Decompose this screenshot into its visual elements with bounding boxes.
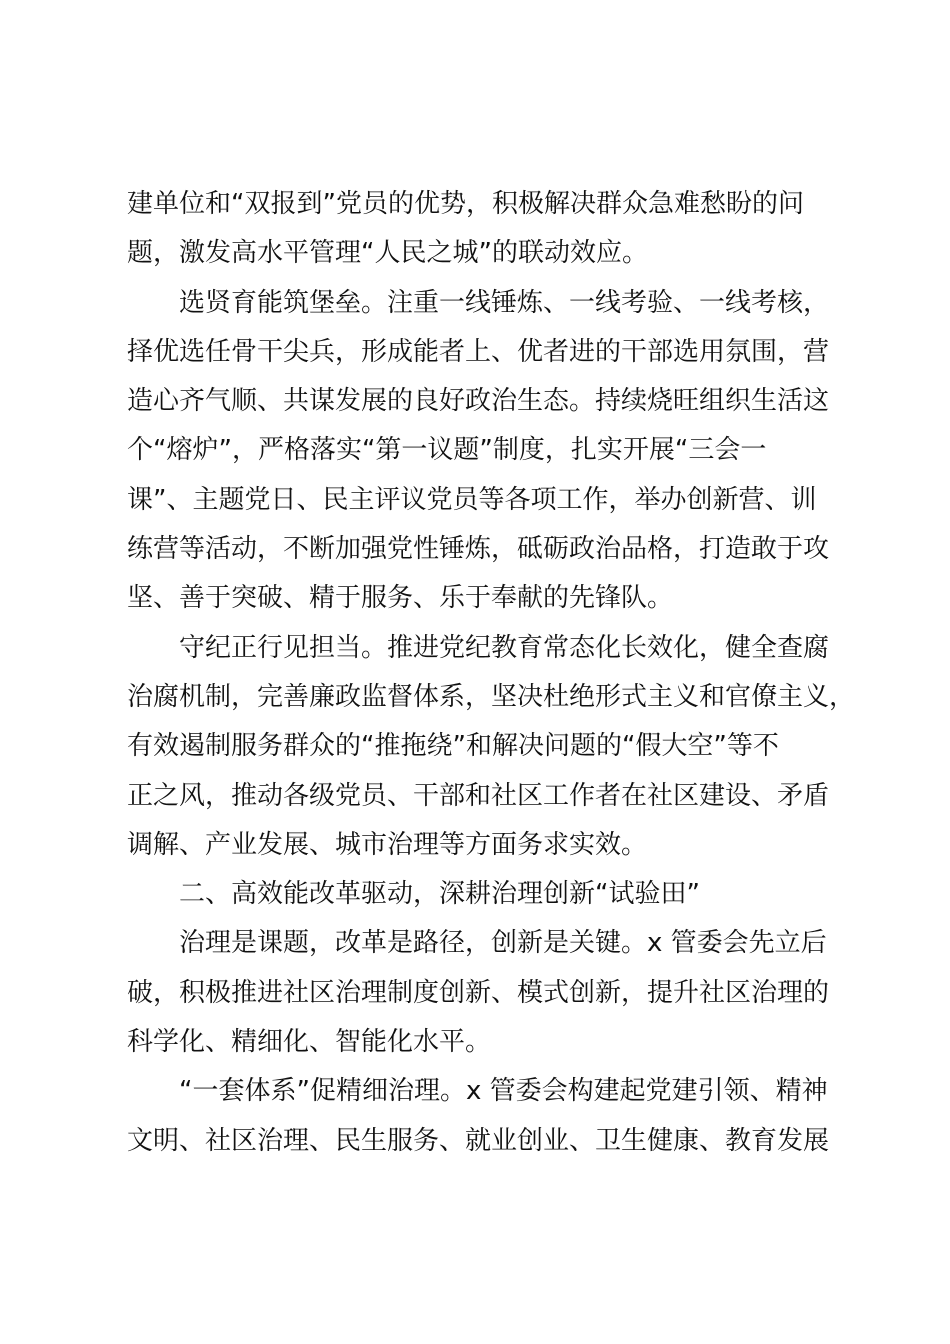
text-line: 课”、主题党日、民主评议党员等各项工作，举办创新营、训 <box>127 484 817 515</box>
text-line: 文明、社区治理、民生服务、就业创业、卫生健康、教育发展 <box>127 1125 830 1156</box>
section-heading: 二、高效能改革驱动，深耕治理创新“试验田” <box>179 879 700 910</box>
text-line: 坚、善于突破、精于服务、乐于奉献的先锋队。 <box>127 583 674 614</box>
text-line: 个“熔炉”，严格落实“第一议题”制度，扎实开展“三会一 <box>127 435 767 466</box>
text-line: 治理是课题，改革是路径，创新是关键。x 管委会先立后 <box>179 928 827 959</box>
text-line: 正之风，推动各级党员、干部和社区工作者在社区建设、矛盾 <box>127 780 830 811</box>
text-line: 治腐机制，完善廉政监督体系，坚决杜绝形式主义和官僚主义， <box>127 681 856 712</box>
text-line: “一套体系”促精细治理。x 管委会构建起党建引领、精神 <box>179 1076 828 1107</box>
text-line: 科学化、精细化、智能化水平。 <box>127 1027 492 1058</box>
document-body <box>127 180 856 1166</box>
text-line: 有效遏制服务群众的“推拖绕”和解决问题的“假大空”等不 <box>127 731 779 762</box>
text-line: 题，激发高水平管理“人民之城”的联动效应。 <box>127 238 648 269</box>
text-line: 练营等活动，不断加强党性锤炼，砥砺政治品格，打造敢于攻 <box>127 534 830 565</box>
text-line: 调解、产业发展、城市治理等方面务求实效。 <box>127 829 648 860</box>
text-line: 选贤育能筑堡垒。注重一线锤炼、一线考验、一线考核， <box>179 287 830 318</box>
text-line: 择优选任骨干尖兵，形成能者上、优者进的干部选用氛围，营 <box>127 336 830 367</box>
text-line: 建单位和“双报到”党员的优势，积极解决群众急难愁盼的问 <box>127 189 804 219</box>
text-line: 守纪正行见担当。推进党纪教育常态化长效化，健全查腐 <box>179 632 830 663</box>
text-line: 造心齐气顺、共谋发展的良好政治生态。持续烧旺组织生活这 <box>127 386 830 417</box>
text-line: 破，积极推进社区治理制度创新、模式创新，提升社区治理的 <box>127 977 830 1008</box>
